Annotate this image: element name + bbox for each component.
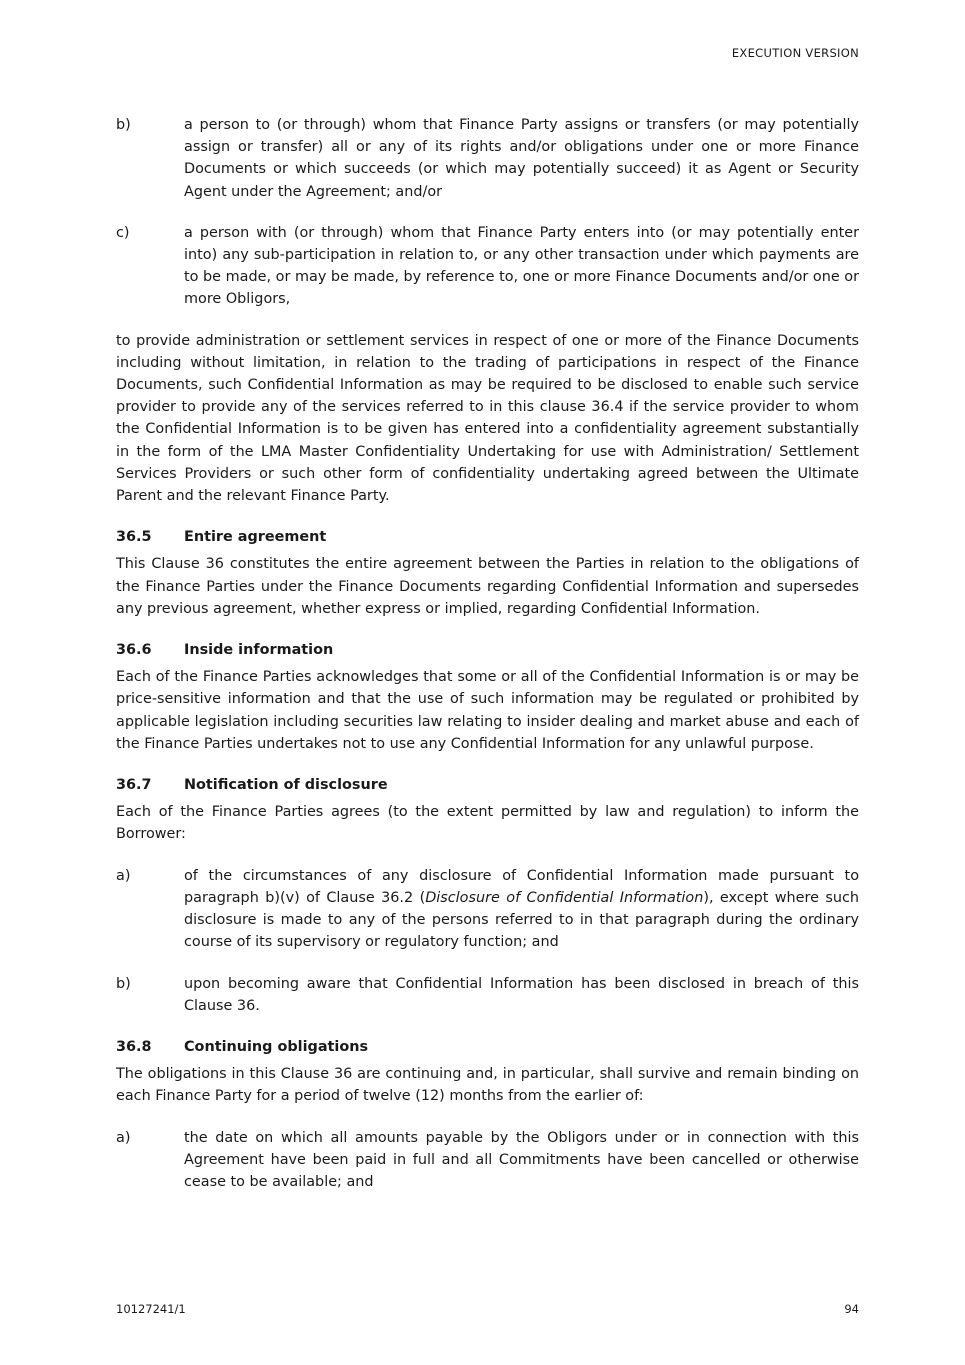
text-run: ), except where such disclosure is made to any of the persons referred to in that paragraph during the ordinary course of its supervisory or regulatory function; and	[184, 889, 859, 951]
list-item-label: b)	[116, 975, 131, 992]
document-body	[116, 114, 859, 1212]
list-item	[116, 1127, 859, 1194]
list-item	[116, 222, 859, 311]
clause-reference-italic: Disclosure of Confidential Information	[425, 889, 704, 906]
section-heading-36-5	[116, 526, 859, 548]
section-number: 36.8	[116, 1038, 152, 1055]
section-number: 36.5	[116, 529, 152, 546]
list-item	[116, 973, 859, 1017]
list-item-text: the date on which all amounts payable by the Obligors under or in connection with this Agreement have been paid in full and all Commitments have been cancelled or otherwise cease to be available; and	[184, 1129, 859, 1190]
section-title: Entire agreement	[184, 529, 327, 546]
list-item-text: upon becoming aware that Confidential Information has been disclosed in breach of this Clause 36.	[184, 975, 859, 1014]
section-heading-36-7	[116, 774, 859, 796]
list-item-label: c)	[116, 224, 130, 241]
document-id: 10127241/1	[116, 1302, 186, 1316]
list-item-text	[184, 865, 859, 954]
list-item-label: a)	[116, 1129, 131, 1146]
service-provider-paragraph: to provide administration or settlement services in respect of one or more of the Finance Documents including without limitation, in relation to the trading of participations in respect of the Finance Documents, such Confidential Information as may be required to be disclosed to enable such service provider to provide any of the services referred to in this clause 36.4 if the service provider to whom the Confidential Information is to be given has entered into a confidentiality agreement substantially in the form of the LMA Master Confidentiality Undertaking for use with Administration/ Settlement Services Providers or such other form of confidentiality undertaking agreed between the Ultimate Parent and the relevant Finance Party.	[116, 332, 859, 505]
execution-version-header: EXECUTION VERSION	[731, 46, 859, 60]
list-item-text: a person with (or through) whom that Finance Party enters into (or may potentially enter into) any sub-participation in relation to, or any other transaction under which payments are to be made, or may be made, by reference to, one or more Finance Documents and/or one or more Obligors,	[184, 224, 859, 308]
section-body-36-7: Each of the Finance Parties agrees (to the extent permitted by law and regulation) to inform the Borrower:	[116, 804, 859, 843]
section-heading-36-8	[116, 1036, 859, 1058]
list-item-label: b)	[116, 117, 131, 133]
page-number: 94	[844, 1302, 859, 1316]
section-body-36-6: Each of the Finance Parties acknowledges that some or all of the Confidential Information is or may be price-sensitive information and that the use of such information may be regulated or prohibited by applicable legislation including securities law relating to insider dealing and market abuse and each of the Finance Parties undertakes not to use any Confidential Information for any unlawful purpose.	[116, 669, 859, 752]
section-title: Continuing obligations	[184, 1038, 369, 1055]
section-title: Inside information	[184, 642, 334, 659]
section-heading-36-6	[116, 639, 859, 661]
list-item	[116, 865, 859, 954]
text-run: of the circumstances of any disclosure of Confidential Information made pursuant to paragraph b)(v) of Clause 36.2 (	[184, 867, 859, 906]
section-title: Notification of disclosure	[184, 777, 388, 794]
section-body-36-5: This Clause 36 constitutes the entire agreement between the Parties in relation to the obligations of the Finance Parties under the Finance Documents regarding Confidential Information and supersedes any previous agreement, whether express or implied, regarding Confidential Information.	[116, 556, 859, 617]
section-body-36-8: The obligations in this Clause 36 are continuing and, in particular, shall survive and remain binding on each Finance Party for a period of twelve (12) months from the earlier of:	[116, 1066, 859, 1105]
list-item-label: a)	[116, 867, 131, 884]
list-item-text: a person to (or through) whom that Finance Party assigns or transfers (or may potentially assign or transfer) all or any of its rights and/or obligations under one or more Finance Documents or which succeeds (or which may potentially succeed) it as Agent or Security Agent under the Agreement; and/or	[184, 117, 859, 200]
section-number: 36.6	[116, 642, 152, 659]
list-item	[116, 114, 859, 203]
section-number: 36.7	[116, 777, 152, 794]
